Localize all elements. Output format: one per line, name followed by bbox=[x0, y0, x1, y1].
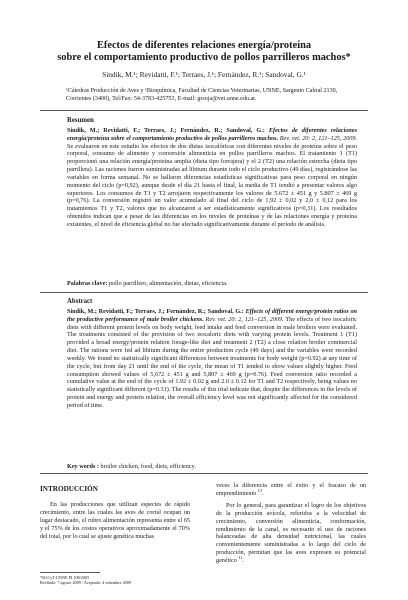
divider-top bbox=[40, 110, 368, 111]
abstract-body: The effects of two isocaloric diets with different protein levels on body weight, feed intake and feed conversion in male broilers were evaluated. The treatments consisted of the provision of two isocaloric diets with varying protein levels. Treatment 1 (T1) provided a broad energy/protein relation forage-like diet and treatment 2 (T2) a close relation broiler commercial diet. The rations were fed ad libitum during the entire production cycle (49 days) and the variables were recorded weekly. We found no statistically significant differences between treatments for body weight (p=0.92) at any time of the cycle, but from day 21 until the end of the cycle, the mean of T1 tended to show values slightly higher. Feed consumption showed values of 5,672 ± 451 g and 5,807 ± 469 g (p=0.76). Feed conversion ratio recorded a cumulative value at the end of the cycle of 1.92 ± 0.02 g and 2.0 ± 0.12 for T1 and T2 respectively, being values no statistically significant different (p=0.31). The results of this trial indicate that, despite the differences in the levels of protein and energy and protein relation, the overall efficiency level was not significantly affected for the considered period of time. bbox=[67, 315, 358, 409]
body-column-right bbox=[216, 483, 366, 566]
author-list: Sindik, M.¹; Revidatti, F.¹; Terraes, J.¹; Fernández, R.¹; Sandoval, G.¹ bbox=[102, 70, 306, 79]
abstract-cite-authors: Sindik, M.; Revidatti, F.; Terraes, J.; Fernández, R.; Sandoval, G.: bbox=[67, 307, 244, 315]
resumen-journal: Rev. vet. 20: 2, 121–125, 2009. bbox=[279, 134, 357, 142]
title-line-1: Efectos de diferentes relaciones energía/proteína bbox=[96, 40, 312, 51]
keywords-es bbox=[67, 280, 357, 288]
footnote-rule bbox=[40, 572, 100, 573]
intro-paragraph-2-text: Por lo general, para garantizar el logro de los objetivos de la producción avícola, referidos a la velocidad de crecimiento, conversión alimenticia, conformación, rendimiento de la canal, es necesario el uso de raciones balanceadas de alta densidad nutricional, las cuales convenientemente suministradas a lo largo del ciclo de producción, permitan que las aves expresen su potencial genético bbox=[216, 502, 366, 565]
keywords-en bbox=[67, 463, 357, 471]
abstract-cite-title: Effects of different energy/protein ratios on the productive performance of male broiler chickens. bbox=[67, 307, 357, 323]
footnote bbox=[40, 575, 200, 586]
resumen-section bbox=[67, 117, 357, 229]
intro-paragraph-1: En las producciones que utilizan especies de rápido crecimiento, entre las cuales las aves de corral ocupan un lugar destacado, el rubro alimentación representa entre el 65 y el 75% de los costos operativos aproximadamente el 70% del total, por lo cual se ajuste genética muchas bbox=[40, 501, 190, 540]
resumen-cite-title: Efectos de diferentes relaciones energía/proteína sobre el comportamiento productivo de pollos parrilleros machos. bbox=[67, 126, 358, 142]
resumen-heading: Resumen bbox=[67, 117, 94, 124]
keywords-es-label: Palabras clave: bbox=[67, 280, 108, 287]
keywords-en-text: broiler chicken, food, diets, efficiency. bbox=[100, 463, 196, 470]
reference-marker: 11 bbox=[238, 555, 243, 561]
abstract-journal: Rev. vet. 20: 2, 121–125, 2009. bbox=[205, 315, 284, 323]
footnote-funding: *SGCyT-UNNE PI 108/2005 bbox=[40, 575, 90, 580]
resumen-body: Se evaluaron en este estudio los efectos de dos dietas isocalóricas con diferentes niveles de proteína sobre el peso corporal, consumo de alimento y conversión alimenticia en pollos parrilleros machos. El tratamiento 1 (T1) proporcionó una relación energía/proteína amplia (dieta tipo forrajera) y el 2 (T2) una relación estrecha (dieta tipo parrillera). Las raciones fueron suministradas ad libitum durante todo el ciclo productivo (49 días), registrándose las variables en forma semanal. No se hallaron diferencias estadísticas significativas para peso corporal en ningún momento del ciclo (p=0,92), aunque desde el día 21 hasta el final, la media de T1 tendió a presentar valores algo superiores. Los consumos de T1 y T2 arrojaron respectivamente los valores de 5.672 ± 451 g y 5.807 ± 469 g (p=0,76). La conversión registró un valor acumulado al final del ciclo de 1,92 ± 0,02 y 2,0 ± 0,12 para los tratamientos T1 y T2, valores que no alcanzaron a ser estadísticamente significativos (p=0,31). Los resultados obtenidos indican que a pesar de las diferencias en los niveles de proteínas y de las relaciones energía y proteína existentes, el nivel de eficiencia global no fue afectado significativamente durante el período de análisis. bbox=[67, 142, 357, 228]
resumen-cite-authors: Sindik, M.; Revidatti, F.; Terraes, J.; Fernández, R.; Sandoval, G.: bbox=[67, 126, 265, 134]
reference-marker: 13 bbox=[257, 487, 262, 493]
affiliation: ¹Cátedras Producción de Aves y ¹Bioquímica, Facultad de Ciencias Veterinarias, UNNE, Sargento Cabral 2139, Corrientes (3400), Tel/Fax: 54-3783-425753, E-mail: grsoja@vet.unne.edu.ar. bbox=[66, 88, 338, 102]
body-column-left bbox=[40, 486, 190, 541]
divider-middle bbox=[40, 292, 368, 293]
keywords-es-text: pollo parrillero, alimentación, dietas, eficiencia. bbox=[108, 280, 228, 287]
intro-paragraph-2: Por lo general, para garantizar el logro de los objetivos de la producción avícola, referidos a la velocidad de crecimiento, conversión alimenticia, conformación, rendimiento de la canal, es necesario el uso de raciones balanceadas de alta densidad nutricional, las cuales convenientemente suministradas a lo largo del ciclo de producción, permitan que las aves expresen su potencial genético $^{11}$. bbox=[216, 502, 366, 565]
keywords-en-label: Key words : bbox=[67, 463, 99, 470]
divider-bottom bbox=[40, 473, 368, 474]
abstract-heading: Abstract bbox=[67, 298, 93, 305]
intro-heading: INTRODUCCIÓN bbox=[40, 485, 98, 493]
footnote-dates: Recibido: 7 agosto 2009 / Aceptado: 4 setiembre 2009 bbox=[40, 580, 131, 586]
abstract-section bbox=[67, 298, 357, 410]
title-line-2: sobre el comportamiento productivo de pollos parrilleros machos* bbox=[57, 52, 351, 63]
intro-continued-text: veces la diferencia entre el éxito y el fracaso de un emprendimiento bbox=[216, 483, 366, 497]
paper-title bbox=[40, 40, 368, 64]
intro-paragraph-continued: veces la diferencia entre el éxito y el fracaso de un emprendimiento $^{13}$. bbox=[216, 483, 366, 497]
